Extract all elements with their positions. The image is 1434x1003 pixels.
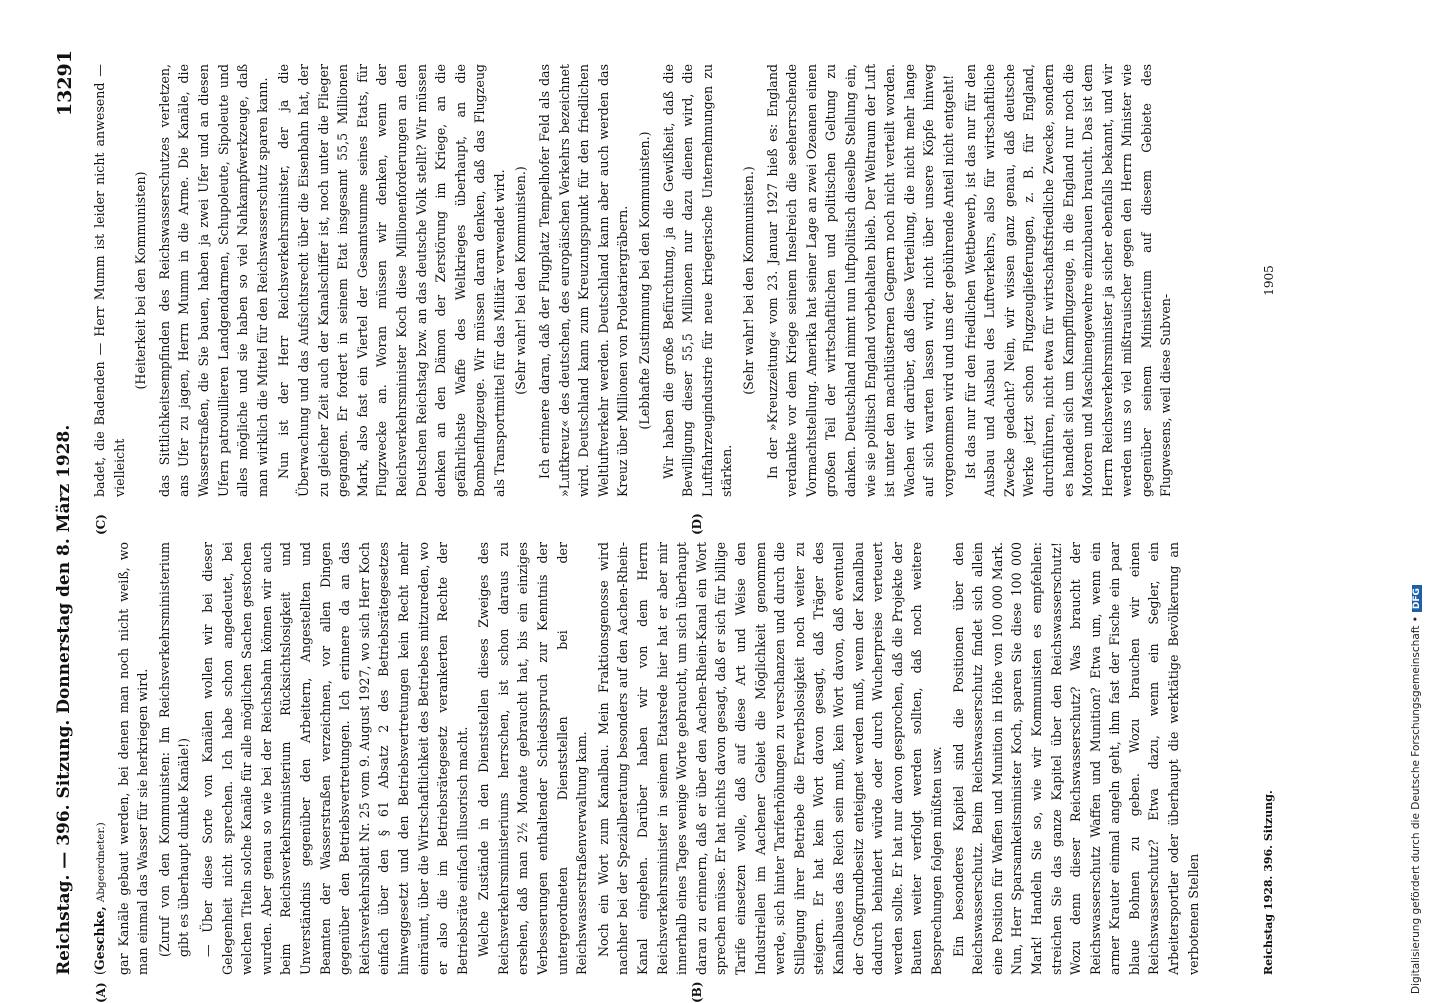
sheet-number: 1905 [1262,64,1276,497]
digitization-credit [1410,585,1422,994]
paragraph: Nun ist der Herr Reichsverkehrsminister, der ja die Überwachung und das Aufsichtsrecht über die Eisenbahn hat, der zu gleicher Zeit auch der Kanalschiffer ist, noch unter die Flieger gegangen. Er fordert in seinem Etat insgesamt 55,5 Millionen Mark, also fast ein Viertel der Gesamtsumme seines Etats, für Flugzwecke an. Woran müssen wir denken, wenn der Reichsverkehrsminister Koch diese Millionenforderungen an den Deutschen Reichstag bzw. an das deutsche Volk stellt? Wir müssen denken an den Dämon der Zerstörung im Kriege, an die gefährlichste Waffe des Weltkrieges überhaupt, an die Bombenflugzeuge. Wir müssen daran denken, daß das Flugzeug als Transportmittel für das Militär verwendet wird. [274,64,509,497]
interjection: (Sehr wahr! bei den Kommunisten.) [739,64,759,497]
paragraph: Welche Zustände in den Dienststellen dieses Zweiges des Reichsverkehrsministeriums herrschen, ist schon daraus zu ersehen, daß man 2½ Monate gebraucht hat, bis ein einziges Verbesserungen enthaltender Schiedsspruch zur Kenntnis der untergeordneten Dienststellen bei der Reichswasserstraßenverwaltung kam. [474,542,592,975]
paragraph: Ich erinnere daran, daß der Flugplatz Tempelhofer Feld als das »Luftkreuz« des deutschen, des europäischen Verkehrs bezeichnet wird. Deutschland kann zum Kreuzungspunkt für den friedlichen Weltluftverkehr werden. Deutschland kann aber auch werden das Kreuz über Millionen von Proletariergräbern. [535,64,633,497]
paragraph: Ein besonderes Kapitel sind die Positionen über den Reichswasserschutz. Beim Reichswasserschutz findet sich allein eine Position für Waffen und Munition in Höhe von 100 000 Mark. Nun, Herr Sparsamkeitsminister Koch, sparen Sie diese 100 000 Mark! Handeln Sie so, wie wir Kommunisten es empfehlen: streichen Sie das ganze Kapitel über den Reichswasserschutz! Wozu denn dieser Reichswasserschutz? Was braucht der Reichswasserschutz Waffen und Munition? Etwa um, wenn ein armer Krauter einmal angeln geht, ihm fast der Fische ein paar blaue Bohnen zu geben. Wozu brauchen wir einen Reichswasserschutz? Etwa dazu, wenn ein Segler, ein Arbeitersportler oder überhaupt die werktätige Bevölkerung an verbotenen Stellen [949,542,1204,975]
margin-marker-d: (D) [690,513,704,535]
interjection: (Sehr wahr! bei den Kommunisten.) [511,64,531,497]
paragraph: Wir haben die große Befürchtung, ja die Gewißheit, daß die Bewilligung dieser 55,5 Millionen nur dazu dienen wird, die Luftfahrzeugindustrie für neue kriegerische Unternehmungen zu stärken. [659,64,737,497]
interjection: (Heiterkeit bei den Kommunisten) [131,64,151,497]
paragraph: das Sittlichkeitsempfinden des Reichswasserschutzes verletzen, ans Ufer zu jagen, Herrn Mumm in die Arme. Die Kanäle, die Wasserstraßen, die Sie bauen, haben ja zwei Ufer und an diesen Ufern patrouillieren Landgendarmen, Schupoleute, Sipoleute und alles mögliche und sie haben so viel Nahkampfwerkzeuge, daß man wirklich die Mittel für den Reichswasserschutz sparen kann. [155,64,273,497]
left-column [90,542,1255,975]
paragraph: gar Kanäle gebaut werden, bei denen man noch nicht weiß, wo man einmal das Wasser für sie herkriegen wird. [114,542,153,975]
paragraph: Noch ein Wort zum Kanalbau. Mein Fraktionsgenosse wird nachher bei der Spezialberatung besonders auf den Aachen-Rhein-Kanal eingehen. Darüber haben wir von dem Herrn Reichsverkehrsminister in seinem Etatsrede hier hat er aber mir innerhalb eines Tages wenige Worte gebraucht, um sich überhaupt daran zu erinnern, daß er über den Aachen-Rhein-Kanal ein Wort sprechen müsse. Er hat nichts davon gesagt, daß er sich für billige Tarife einsetzen wolle, daß auf diese Art und Weise den Industriellen im Aachener Gebiet die Möglichkeit genommen werde, sich hinter Tariferhöhungen zu verschanzen und durch die Stillegung ihrer Betriebe die Erwerbslosigkeit noch weiter zu steigern. Er hat kein Wort davon gesagt, daß Träger des Kanalbaues das Reich sein muß, kein Wort davon, daß eventuell der Großgrundbesitz enteignet werden muß, wenn der Kanalbau dadurch behindert würde oder durch Wucherpreise verteuert werden sollte. Er hat nur davon gesprochen, daß die Projekte der Bauten weiter verfolgt werden sollten, daß noch weitere Besprechungen folgen müßten usw. [594,542,947,975]
interjection: (Zuruf von den Kommunisten: Im Reichsverkehrsministerium gibt es überhaupt dunkle Kanäle!) [155,542,194,975]
left-footer: Reichstag 1928. 396. Sitzung. [1262,790,1275,975]
right-column [90,64,1255,497]
credit-text: Digitalisierung gefördert durch die Deutsche Forschungsgemeinschaft • [1410,616,1422,994]
margin-marker-b: (B) [690,982,704,1003]
page-number: 13291 [54,50,76,116]
speaker-line: (Geschke, Abgeordneter.) [90,542,112,975]
speaker-affiliation: Abgeordneter.) [95,822,107,902]
paragraph: Ist das nur für den friedlichen Wettbewerb, ist das nur für den Ausbau und Ausbau des Luftverkehrs, also für wirtschaftliche Zwecke gedacht? Nein, wir wissen ganz genau, daß deutsche Werke jetzt schon Flugzeuglieferungen, z. B. für England, durchführen, nicht etwa für wirtschaftsfriedliche Zwecke, sondern es handelt sich um Kampfflugzeuge, in die England nur noch die Motoren und Maschinengewehre einzubauen braucht. Das ist dem Herrn Reichsverkehrsminister ja sicher ebenfalls bekannt, und wir werden uns so viel mißtrauischer gegen den Herrn Minister wie gegenüber seinem Ministerium auf diesem Gebiete des Flugwesens, weil diese Subven- [961,64,1177,497]
paragraph: In der »Kreuzzeitung« vom 23. Januar 1927 hieß es: England verdankte vor dem Kriege seinem Inselreich die seeherrschende Vormachtstellung. Amerika hat seiner Lage an zwei Ozeanen einen großen Teil der wirtschaftlichen und politischen Geltung zu danken. Deutschland nimmt nun luftpolitisch dieselbe Stellung ein, wie sie politisch England vorbehalten blieb. Der Weltraum der Luft ist unter den machtlüsternen Gegnern noch nicht verteilt worden. Wachen wir darüber, daß diese Verteilung, die nicht mehr lange auf sich warten lassen wird, nicht über unsere Köpfe hinweg vorgenommen wird und uns der gebührende Anteil nicht entgeht! [763,64,959,497]
margin-marker-a: (A) [94,982,108,1003]
running-head [50,50,86,975]
paragraph: — Über diese Sorte von Kanälen wollen wir bei dieser Gelegenheit nicht sprechen. Ich habe schon angedeutet, bei welchen Titeln solche Kanäle für alle möglichen Sachen gestochen wurden. Aber genau so wie bei der Reichsbahn können wir auch beim Reichsverkehrsministerium Rücksichtslosigkeit und Unverständnis gegenüber den Arbeitern, Angestellten und Beamten der Wasserstraßen verzeichnen, vor allen Dingen gegenüber den Betriebsvertretungen. Ich erinnere da an das Reichsverkehrsblatt Nr. 25 vom 9. August 1927, wo sich Herr Koch einfach über den § 61 Absatz 2 des Betriebsrätegesetzes hinweggesetzt und den Betriebsvertretungen kein Recht mehr einräumt, über die Wirtschaftlichkeit des Betriebes mitzureden, wo er also die im Betriebsrätegesetz verankerten Rechte der Betriebsräte einfach illusorisch macht. [198,542,472,975]
margin-marker-c: (C) [94,514,108,535]
speaker-name: Geschke, [92,906,107,970]
document-page [50,50,1280,975]
paragraph: badet, die Badenden — Herr Mumm ist leider nicht anwesend — vielleicht [90,64,129,497]
dfg-logo: DFG [1412,585,1422,612]
running-head-title: Reichstag. — 396. Sitzung. Donnerstag den 8. März 1928. [54,425,74,975]
interjection: (Lebhafte Zustimmung bei den Kommunisten.) [635,64,655,497]
